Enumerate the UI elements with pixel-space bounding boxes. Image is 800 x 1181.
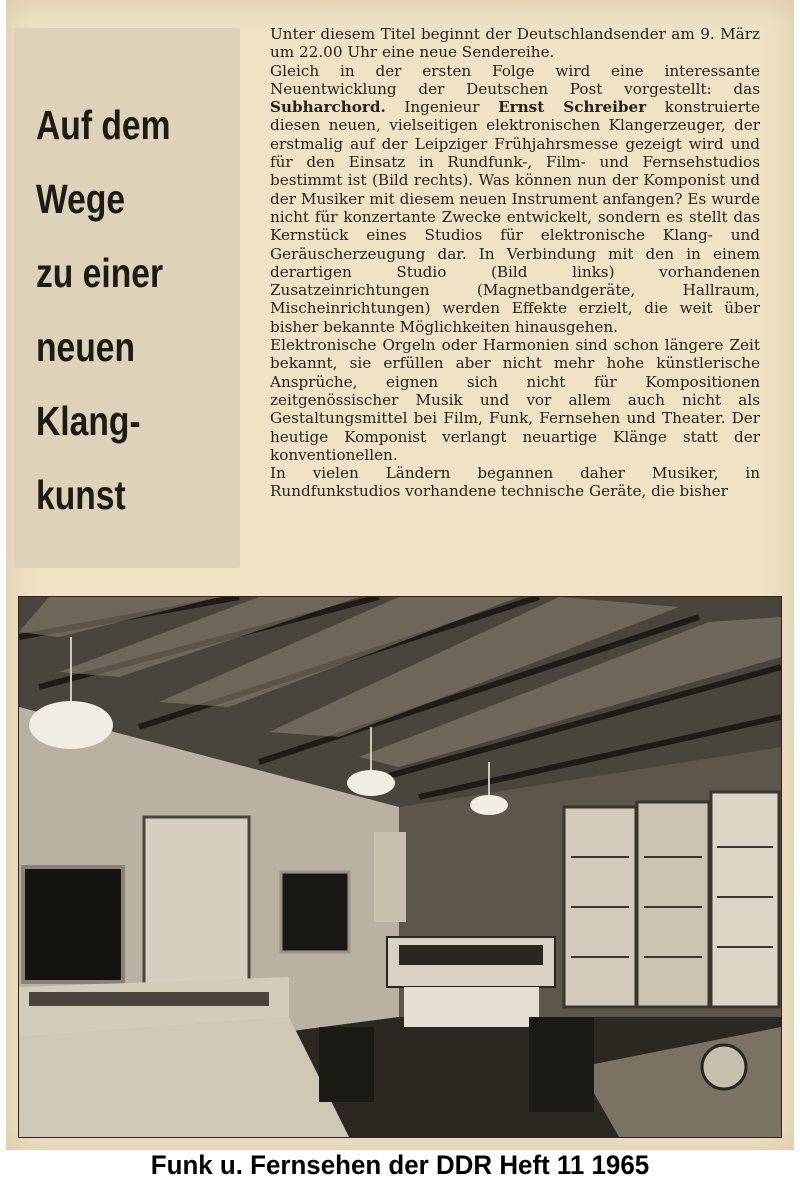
monitor-speaker-left [23, 867, 123, 982]
monitor-speaker-center [281, 872, 349, 952]
article-paragraph-4: In vielen Ländern begannen daher Musiker, in Rundfunkstudios vorhandene technische Geräte, die bisher [270, 464, 760, 501]
headline-line: Klang- [36, 398, 141, 444]
equipment-rack [637, 802, 709, 1007]
console-controls [29, 992, 269, 1006]
subharchord-keys [399, 945, 543, 965]
headline-line: neuen [36, 324, 136, 370]
headline [36, 88, 200, 532]
studio-photo [18, 596, 782, 1138]
subharchord-stand [404, 987, 539, 1027]
article-paragraph-1: Unter diesem Titel beginnt der Deutschlandsender am 9. März um 22.00 Uhr eine neue Sendereihe. [270, 25, 760, 62]
article-paragraph-2 [270, 62, 760, 336]
headline-line: kunst [36, 472, 126, 518]
patch-panel [374, 832, 406, 922]
chair [319, 1027, 374, 1102]
studio-photo-drawing [19, 597, 781, 1137]
tape-reel [702, 1045, 746, 1089]
engineer-name: Ernst Schreiber [498, 98, 647, 117]
source-caption: Funk u. Fernsehen der DDR Heft 11 1965 [150, 1150, 650, 1180]
article-paragraph-3: Elektronische Orgeln oder Harmonien sind schon längere Zeit bekannt, sie erfüllen aber nicht mehr hohe künstlerische Ansprüche, eignen sich nicht für Kompositionen zeitgenössischer Musik und vor allem auch nicht als Gestaltungsmittel bei Film, Funk, Fernsehen und Theater. Der heutige Komponist verlangt neuartige Klänge statt der konventionellen. [270, 336, 760, 464]
headline-line: Wege [36, 176, 126, 222]
article-text-run: konstruierte diesen neuen, vielseitigen elektronischen Klangerzeuger, der erstmalig auf der Leipziger Frühjahrsmesse gezeigt wird und für den Einsatz in Rundfunk-, Film- und Fernsehstudios bestimmt ist (Bild rechts). Was können nun der Komponist und der Musiker mit diesem neuen Instrument anfangen? Es wurde nicht für konzertante Zwecke entwickelt, sondern es stellt das Kernstück eines Studios für elektronische Klang- und Geräuscherzeugung dar. In Verbindung mit den in einem derartigen Studio (Bild links) vorhandenen Zusatzeinrichtungen (Magnetbandgeräte, Hallraum, Mischeinrichtungen) werden Effekte erzielt, die weit über bisher bekannte Möglichkeiten hinausgehen. [270, 98, 761, 336]
instrument-name: Subharchord. [270, 98, 386, 117]
headline-line: Auf dem [36, 102, 171, 148]
article-text-run: Ingenieur [385, 98, 499, 117]
door [144, 817, 249, 987]
article-text-run: Gleich in der ersten Folge wird eine interessante Neuentwicklung der Deutschen Post vorgestellt: das [270, 61, 760, 98]
equipment-rack [711, 792, 779, 1007]
article-text [270, 25, 760, 501]
chair [529, 1017, 594, 1112]
headline-line: zu einer [36, 250, 164, 296]
